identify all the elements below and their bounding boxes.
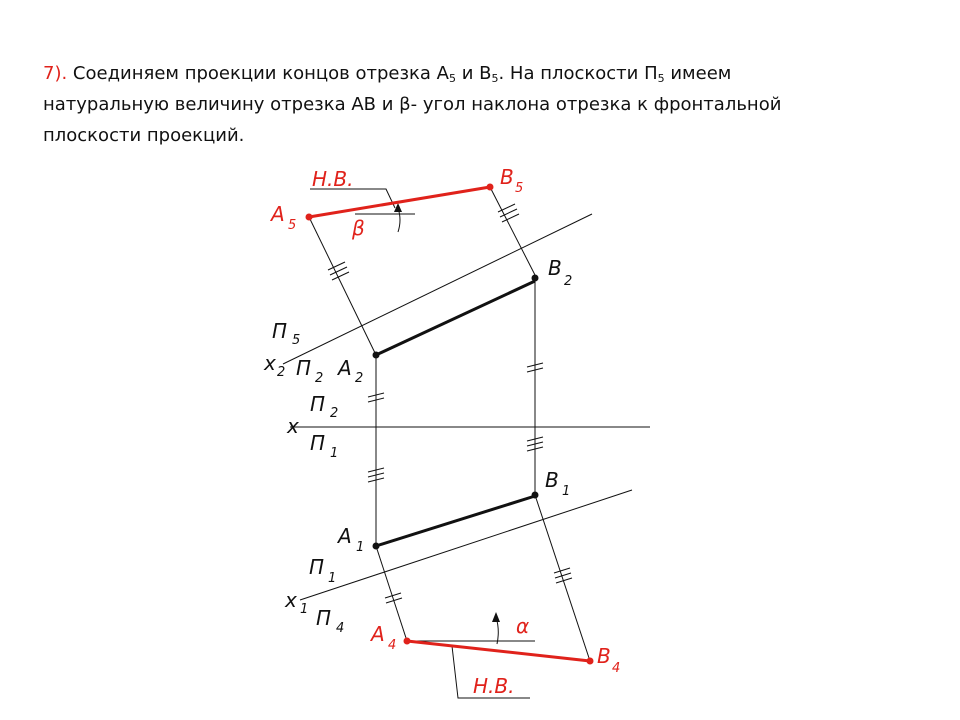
label-a1-sub: 1 <box>356 540 365 555</box>
label-x2-sub: 2 <box>277 365 286 380</box>
label-p1: П <box>310 431 326 455</box>
label-x2: x <box>264 351 276 375</box>
link-b2-b5 <box>490 187 535 275</box>
label-p2: П <box>310 392 326 416</box>
label-p2-upper-sub: 2 <box>315 371 324 386</box>
axis-x2 <box>283 214 592 364</box>
label-a1: A <box>338 524 352 548</box>
point-a4 <box>404 638 411 645</box>
text-part1: Соединяем проекции концов отрезка А <box>67 63 449 84</box>
label-x1: x <box>285 588 297 612</box>
link-b1-b4 <box>535 495 590 661</box>
text-part2: и В <box>455 63 492 84</box>
label-p5-sub: 5 <box>292 333 301 348</box>
segment-a1b1 <box>376 496 535 546</box>
beta-label: β <box>352 216 365 240</box>
segment-a4b4 <box>407 641 590 661</box>
point-b5 <box>487 184 494 191</box>
point-b4 <box>587 658 594 665</box>
label-a4-sub: 4 <box>388 638 397 653</box>
label-b1: B <box>545 468 559 492</box>
label-b2-sub: 2 <box>564 274 573 289</box>
point-a2 <box>373 352 380 359</box>
point-a5 <box>306 214 313 221</box>
label-b4-sub: 4 <box>612 661 621 676</box>
step-number: 7). <box>43 63 68 84</box>
label-b2: B <box>548 256 562 280</box>
label-a4: A <box>371 622 385 646</box>
point-b1 <box>532 492 539 499</box>
label-a2: A <box>338 356 352 380</box>
point-b2 <box>532 275 539 282</box>
sub-a5: 5 <box>448 72 456 85</box>
sub-b5: 5 <box>491 72 499 85</box>
text-part3: . На плоскости П <box>498 63 658 84</box>
label-p1-lower-sub: 1 <box>328 571 337 586</box>
label-a5-sub: 5 <box>288 218 297 233</box>
sub-p5: 5 <box>657 72 665 85</box>
label-p4-sub: 4 <box>336 621 345 636</box>
label-x: x <box>287 414 299 438</box>
label-a5: A <box>271 202 285 226</box>
label-x1-sub: 1 <box>300 602 309 617</box>
label-p5: П <box>272 319 288 343</box>
label-b5-sub: 5 <box>515 181 524 196</box>
label-p4: П <box>316 606 332 630</box>
label-p2-sub: 2 <box>330 406 339 421</box>
alpha-label: α <box>516 614 530 638</box>
segment-a2b2 <box>376 281 535 355</box>
label-p1-lower: П <box>309 555 325 579</box>
text-part4: имеем натуральную величину отрезка АВ и β- угол наклона отрезка к фронтальной плоскости проекций. <box>43 63 782 146</box>
nv-bottom-label: Н.В. <box>473 674 515 698</box>
label-p2-upper: П <box>296 356 312 380</box>
label-p1-sub: 1 <box>330 446 339 461</box>
nv-top-label: Н.В. <box>312 167 354 191</box>
label-b4: B <box>597 644 611 668</box>
alpha-arrow <box>492 612 500 622</box>
label-b1-sub: 1 <box>562 484 571 499</box>
point-a1 <box>373 543 380 550</box>
link-a2-a5 <box>309 217 376 355</box>
label-b5: B <box>500 165 514 189</box>
label-a2-sub: 2 <box>355 371 364 386</box>
